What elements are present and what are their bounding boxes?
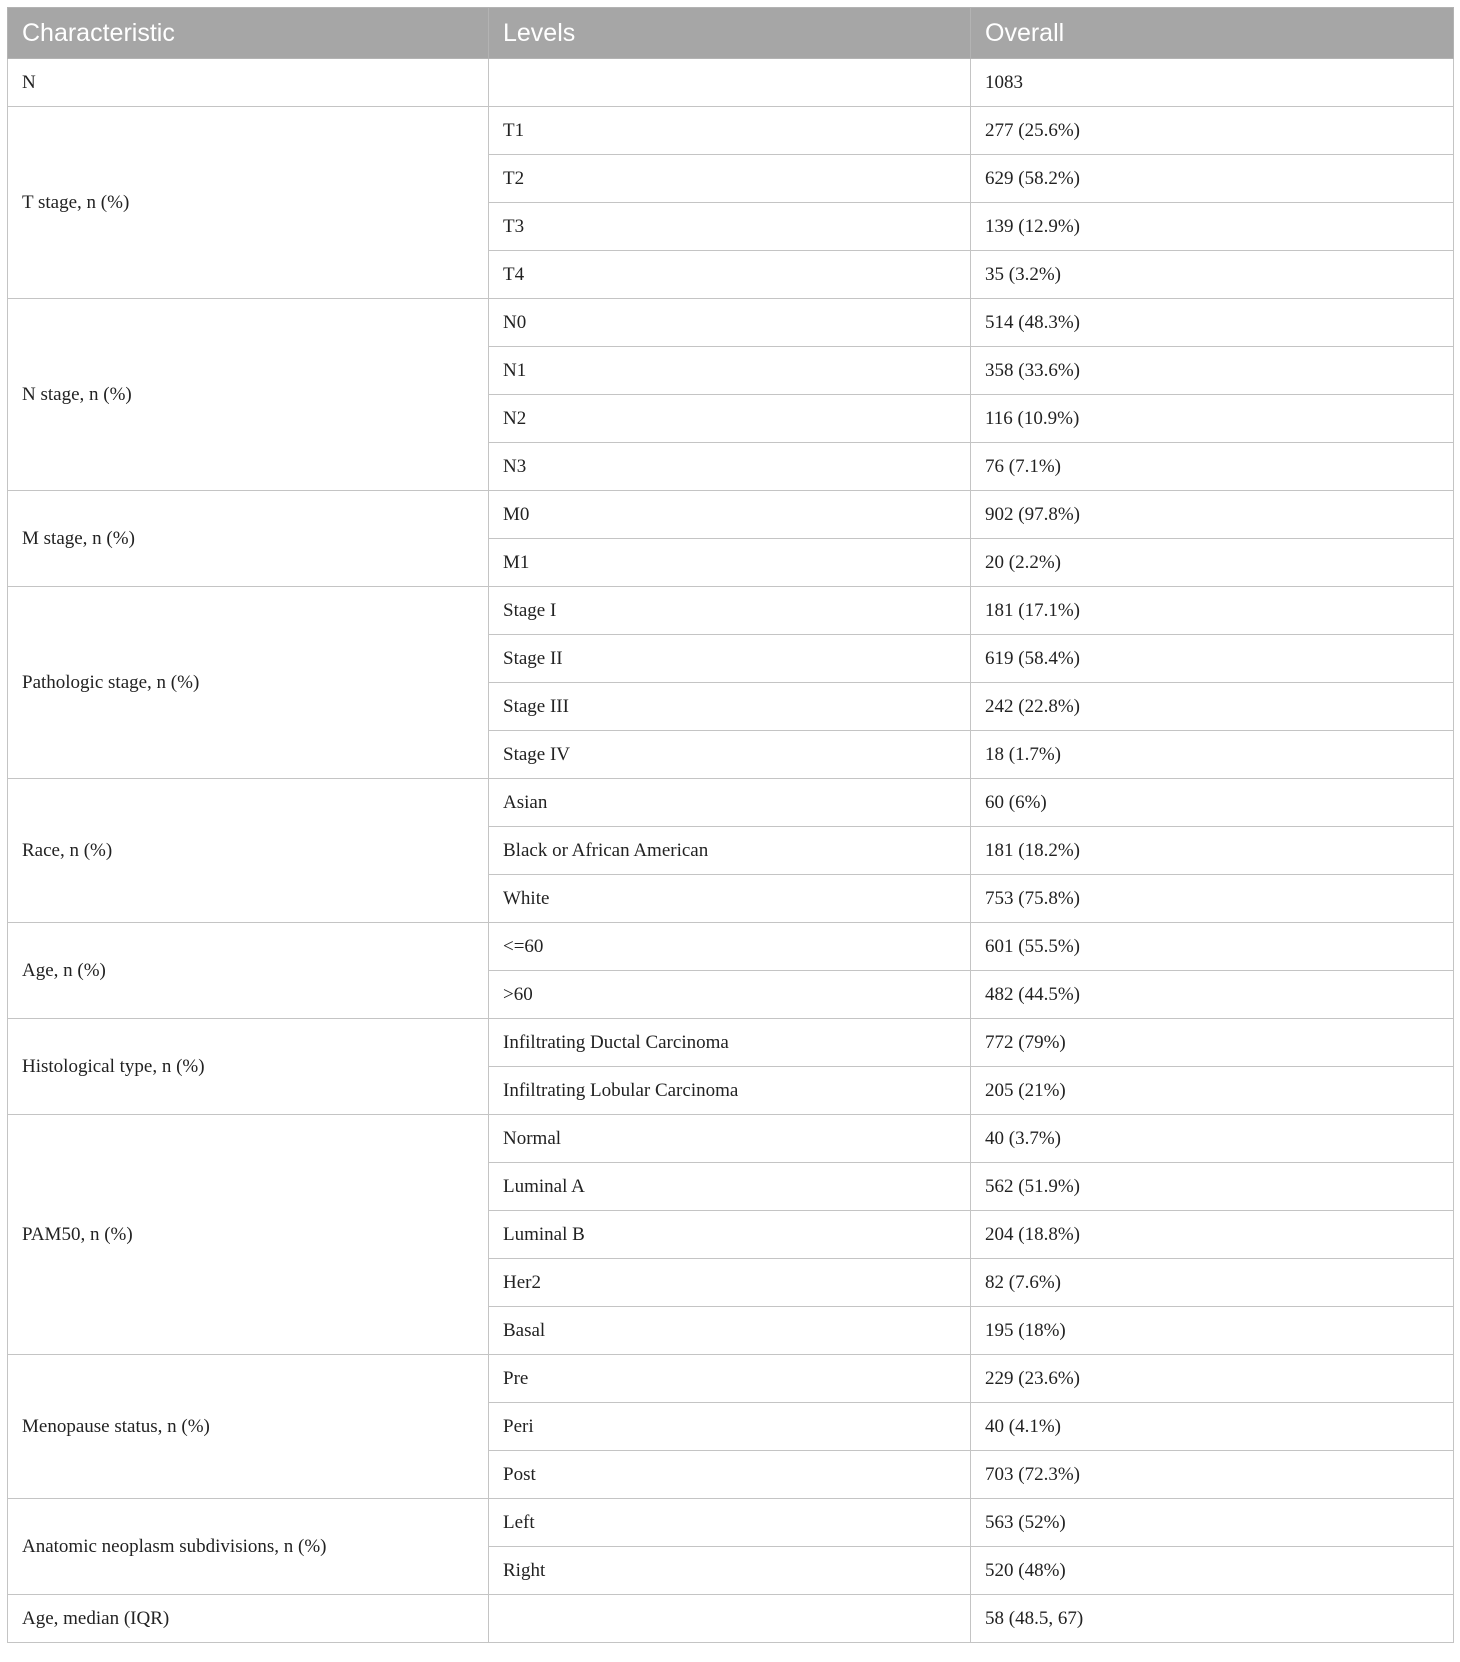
table-row	[8, 59, 1454, 107]
level-cell: Stage II	[489, 635, 971, 683]
header-overall: Overall	[971, 8, 1454, 59]
overall-cell: 204 (18.8%)	[971, 1211, 1454, 1259]
level-cell: T2	[489, 155, 971, 203]
table-header	[8, 8, 1454, 59]
table-row	[8, 1355, 1454, 1403]
header-row	[8, 8, 1454, 59]
overall-cell: 562 (51.9%)	[971, 1163, 1454, 1211]
level-cell: White	[489, 875, 971, 923]
level-cell: Left	[489, 1499, 971, 1547]
characteristic-cell: Pathologic stage, n (%)	[8, 587, 489, 779]
table-row	[8, 107, 1454, 155]
level-cell	[489, 59, 971, 107]
level-cell: Basal	[489, 1307, 971, 1355]
header-characteristic: Characteristic	[8, 8, 489, 59]
characteristic-cell: M stage, n (%)	[8, 491, 489, 587]
level-cell: Stage III	[489, 683, 971, 731]
overall-cell: 902 (97.8%)	[971, 491, 1454, 539]
overall-cell: 358 (33.6%)	[971, 347, 1454, 395]
overall-cell: 60 (6%)	[971, 779, 1454, 827]
overall-cell: 482 (44.5%)	[971, 971, 1454, 1019]
level-cell: N1	[489, 347, 971, 395]
overall-cell: 58 (48.5, 67)	[971, 1595, 1454, 1643]
header-levels: Levels	[489, 8, 971, 59]
level-cell: Stage I	[489, 587, 971, 635]
level-cell: Pre	[489, 1355, 971, 1403]
overall-cell: 242 (22.8%)	[971, 683, 1454, 731]
level-cell: Luminal A	[489, 1163, 971, 1211]
overall-cell: 229 (23.6%)	[971, 1355, 1454, 1403]
overall-cell: 1083	[971, 59, 1454, 107]
overall-cell: 753 (75.8%)	[971, 875, 1454, 923]
table-row	[8, 779, 1454, 827]
level-cell: <=60	[489, 923, 971, 971]
overall-cell: 629 (58.2%)	[971, 155, 1454, 203]
overall-cell: 181 (17.1%)	[971, 587, 1454, 635]
characteristic-cell: Anatomic neoplasm subdivisions, n (%)	[8, 1499, 489, 1595]
characteristic-cell: Age, n (%)	[8, 923, 489, 1019]
level-cell: T4	[489, 251, 971, 299]
level-cell: Infiltrating Lobular Carcinoma	[489, 1067, 971, 1115]
characteristic-cell: Age, median (IQR)	[8, 1595, 489, 1643]
characteristic-cell: Histological type, n (%)	[8, 1019, 489, 1115]
overall-cell: 82 (7.6%)	[971, 1259, 1454, 1307]
characteristic-cell: Race, n (%)	[8, 779, 489, 923]
level-cell: T3	[489, 203, 971, 251]
characteristic-cell: PAM50, n (%)	[8, 1115, 489, 1355]
overall-cell: 514 (48.3%)	[971, 299, 1454, 347]
table-row	[8, 923, 1454, 971]
overall-cell: 40 (4.1%)	[971, 1403, 1454, 1451]
characteristics-table	[7, 7, 1454, 1643]
level-cell: Normal	[489, 1115, 971, 1163]
level-cell: M1	[489, 539, 971, 587]
level-cell: Asian	[489, 779, 971, 827]
overall-cell: 703 (72.3%)	[971, 1451, 1454, 1499]
characteristic-cell: Menopause status, n (%)	[8, 1355, 489, 1499]
overall-cell: 772 (79%)	[971, 1019, 1454, 1067]
level-cell: Black or African American	[489, 827, 971, 875]
overall-cell: 181 (18.2%)	[971, 827, 1454, 875]
characteristic-cell: T stage, n (%)	[8, 107, 489, 299]
level-cell: M0	[489, 491, 971, 539]
level-cell: Right	[489, 1547, 971, 1595]
overall-cell: 40 (3.7%)	[971, 1115, 1454, 1163]
overall-cell: 601 (55.5%)	[971, 923, 1454, 971]
overall-cell: 195 (18%)	[971, 1307, 1454, 1355]
overall-cell: 205 (21%)	[971, 1067, 1454, 1115]
overall-cell: 35 (3.2%)	[971, 251, 1454, 299]
overall-cell: 76 (7.1%)	[971, 443, 1454, 491]
table-body	[8, 59, 1454, 1643]
table-row	[8, 1595, 1454, 1643]
table-row	[8, 1499, 1454, 1547]
overall-cell: 277 (25.6%)	[971, 107, 1454, 155]
level-cell: Stage IV	[489, 731, 971, 779]
level-cell: N2	[489, 395, 971, 443]
level-cell: >60	[489, 971, 971, 1019]
overall-cell: 563 (52%)	[971, 1499, 1454, 1547]
overall-cell: 20 (2.2%)	[971, 539, 1454, 587]
table-row	[8, 1115, 1454, 1163]
level-cell: N3	[489, 443, 971, 491]
level-cell: Peri	[489, 1403, 971, 1451]
level-cell: Luminal B	[489, 1211, 971, 1259]
level-cell	[489, 1595, 971, 1643]
level-cell: T1	[489, 107, 971, 155]
overall-cell: 139 (12.9%)	[971, 203, 1454, 251]
characteristic-cell: N stage, n (%)	[8, 299, 489, 491]
table-row	[8, 491, 1454, 539]
characteristic-cell: N	[8, 59, 489, 107]
level-cell: Infiltrating Ductal Carcinoma	[489, 1019, 971, 1067]
level-cell: Her2	[489, 1259, 971, 1307]
level-cell: N0	[489, 299, 971, 347]
table-row	[8, 1019, 1454, 1067]
overall-cell: 18 (1.7%)	[971, 731, 1454, 779]
overall-cell: 116 (10.9%)	[971, 395, 1454, 443]
table-row	[8, 299, 1454, 347]
table-row	[8, 587, 1454, 635]
overall-cell: 619 (58.4%)	[971, 635, 1454, 683]
table-container	[7, 7, 1453, 1643]
overall-cell: 520 (48%)	[971, 1547, 1454, 1595]
level-cell: Post	[489, 1451, 971, 1499]
